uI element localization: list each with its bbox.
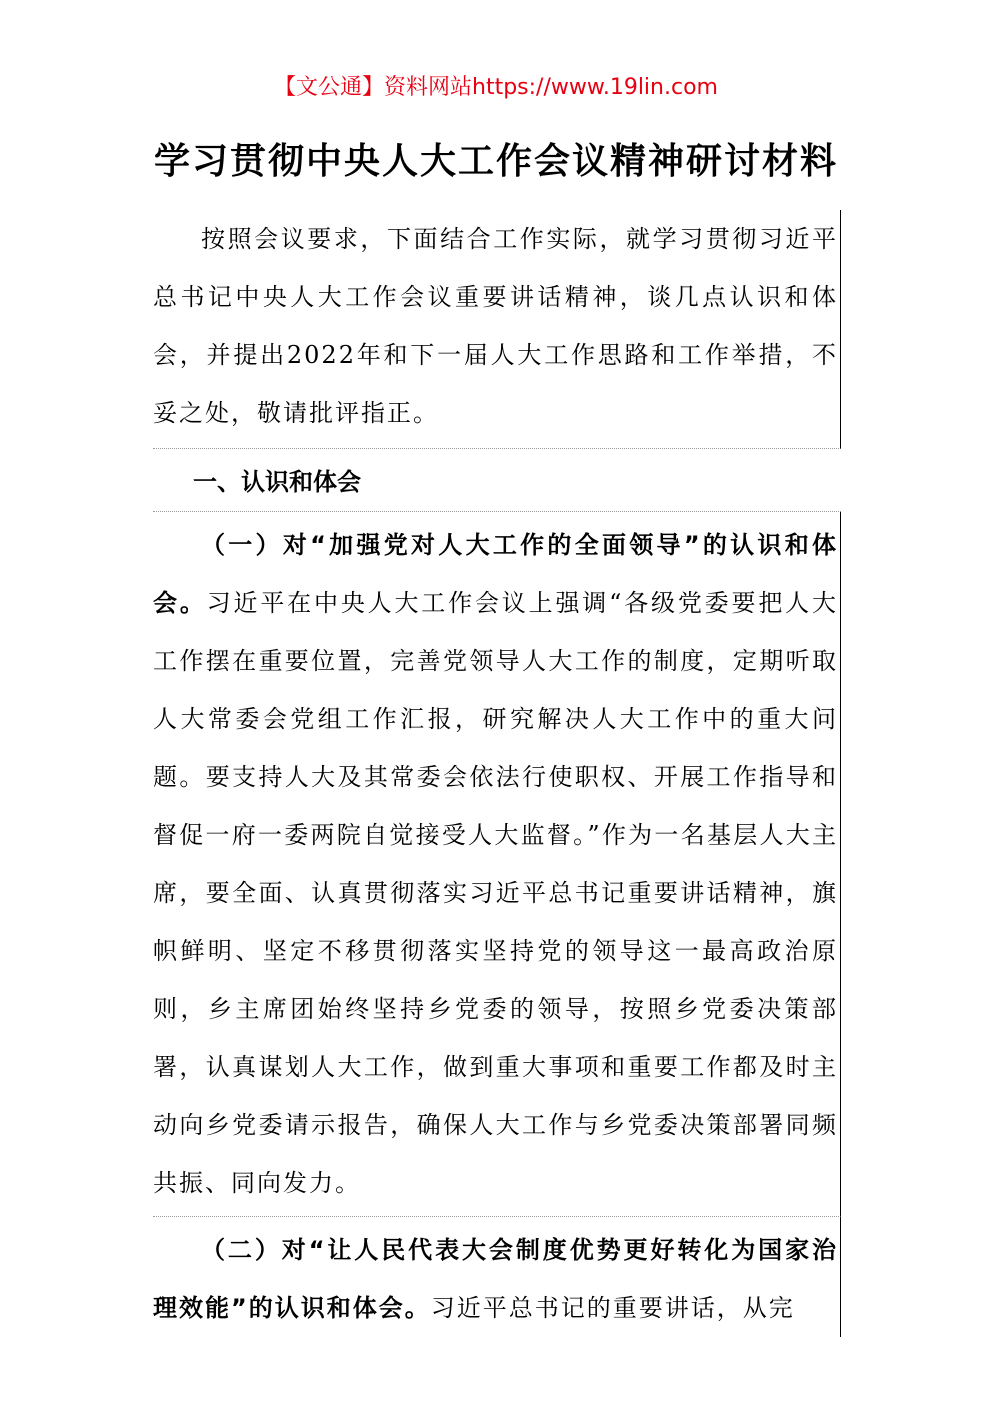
item-1-body: 习近平在中央人大工作会议上强调“各级党委要把人大工作摆在重要位置，完善党领导人大工作的制度，定期听取人大常委会党组工作汇报，研究解决人大工作中的重大问题。要支持人大及其常委会依法行使职权、开展工作指导和督促一府一委两院自觉接受人大监督。”作为一名基层人大主席，要全面、认真贯彻落实习近平总书记重要讲话精神，旗帜鲜明、坚定不移贯彻落实坚持党的领导这一最高政治原则，乡主席团始终坚持乡党委的领导，按照乡党委决策部署，认真谋划人大工作，做到重大事项和重要工作都及时主动向乡党委请示报告，确保人大工作与乡党委决策部署同频共振、同向发力。 — [153, 589, 839, 1197]
item-1-paragraph — [153, 516, 838, 1212]
section-1-heading-block — [153, 449, 841, 512]
document-body — [153, 210, 841, 1337]
intro-block — [153, 210, 841, 449]
item-2-paragraph — [153, 1221, 838, 1337]
document-title: 学习贯彻中央人大工作会议精神研讨材料 — [153, 141, 838, 182]
section-1-heading: 一、认识和体会 — [193, 468, 361, 496]
item-2-block — [153, 1217, 841, 1337]
site-header: 【文公通】资料网站https://www.19lin.com — [274, 75, 718, 100]
item-2-body: 习近平总书记的重要讲话，从完 — [430, 1294, 795, 1322]
item-1-block — [153, 512, 841, 1217]
item-1-lead: （一）对“加强党对人大工作的全面领导”的认识和体会。 — [153, 531, 838, 617]
item-2-lead: （二）对“让人民代表大会制度优势更好转化为国家治理效能”的认识和体会。 — [153, 1236, 838, 1322]
intro-paragraph: 按照会议要求，下面结合工作实际，就学习贯彻习近平总书记中央人大工作会议重要讲话精神，谈几点认识和体会，并提出2022年和下一届人大工作思路和工作举措，不妥之处，敬请批评指正。 — [153, 225, 838, 427]
